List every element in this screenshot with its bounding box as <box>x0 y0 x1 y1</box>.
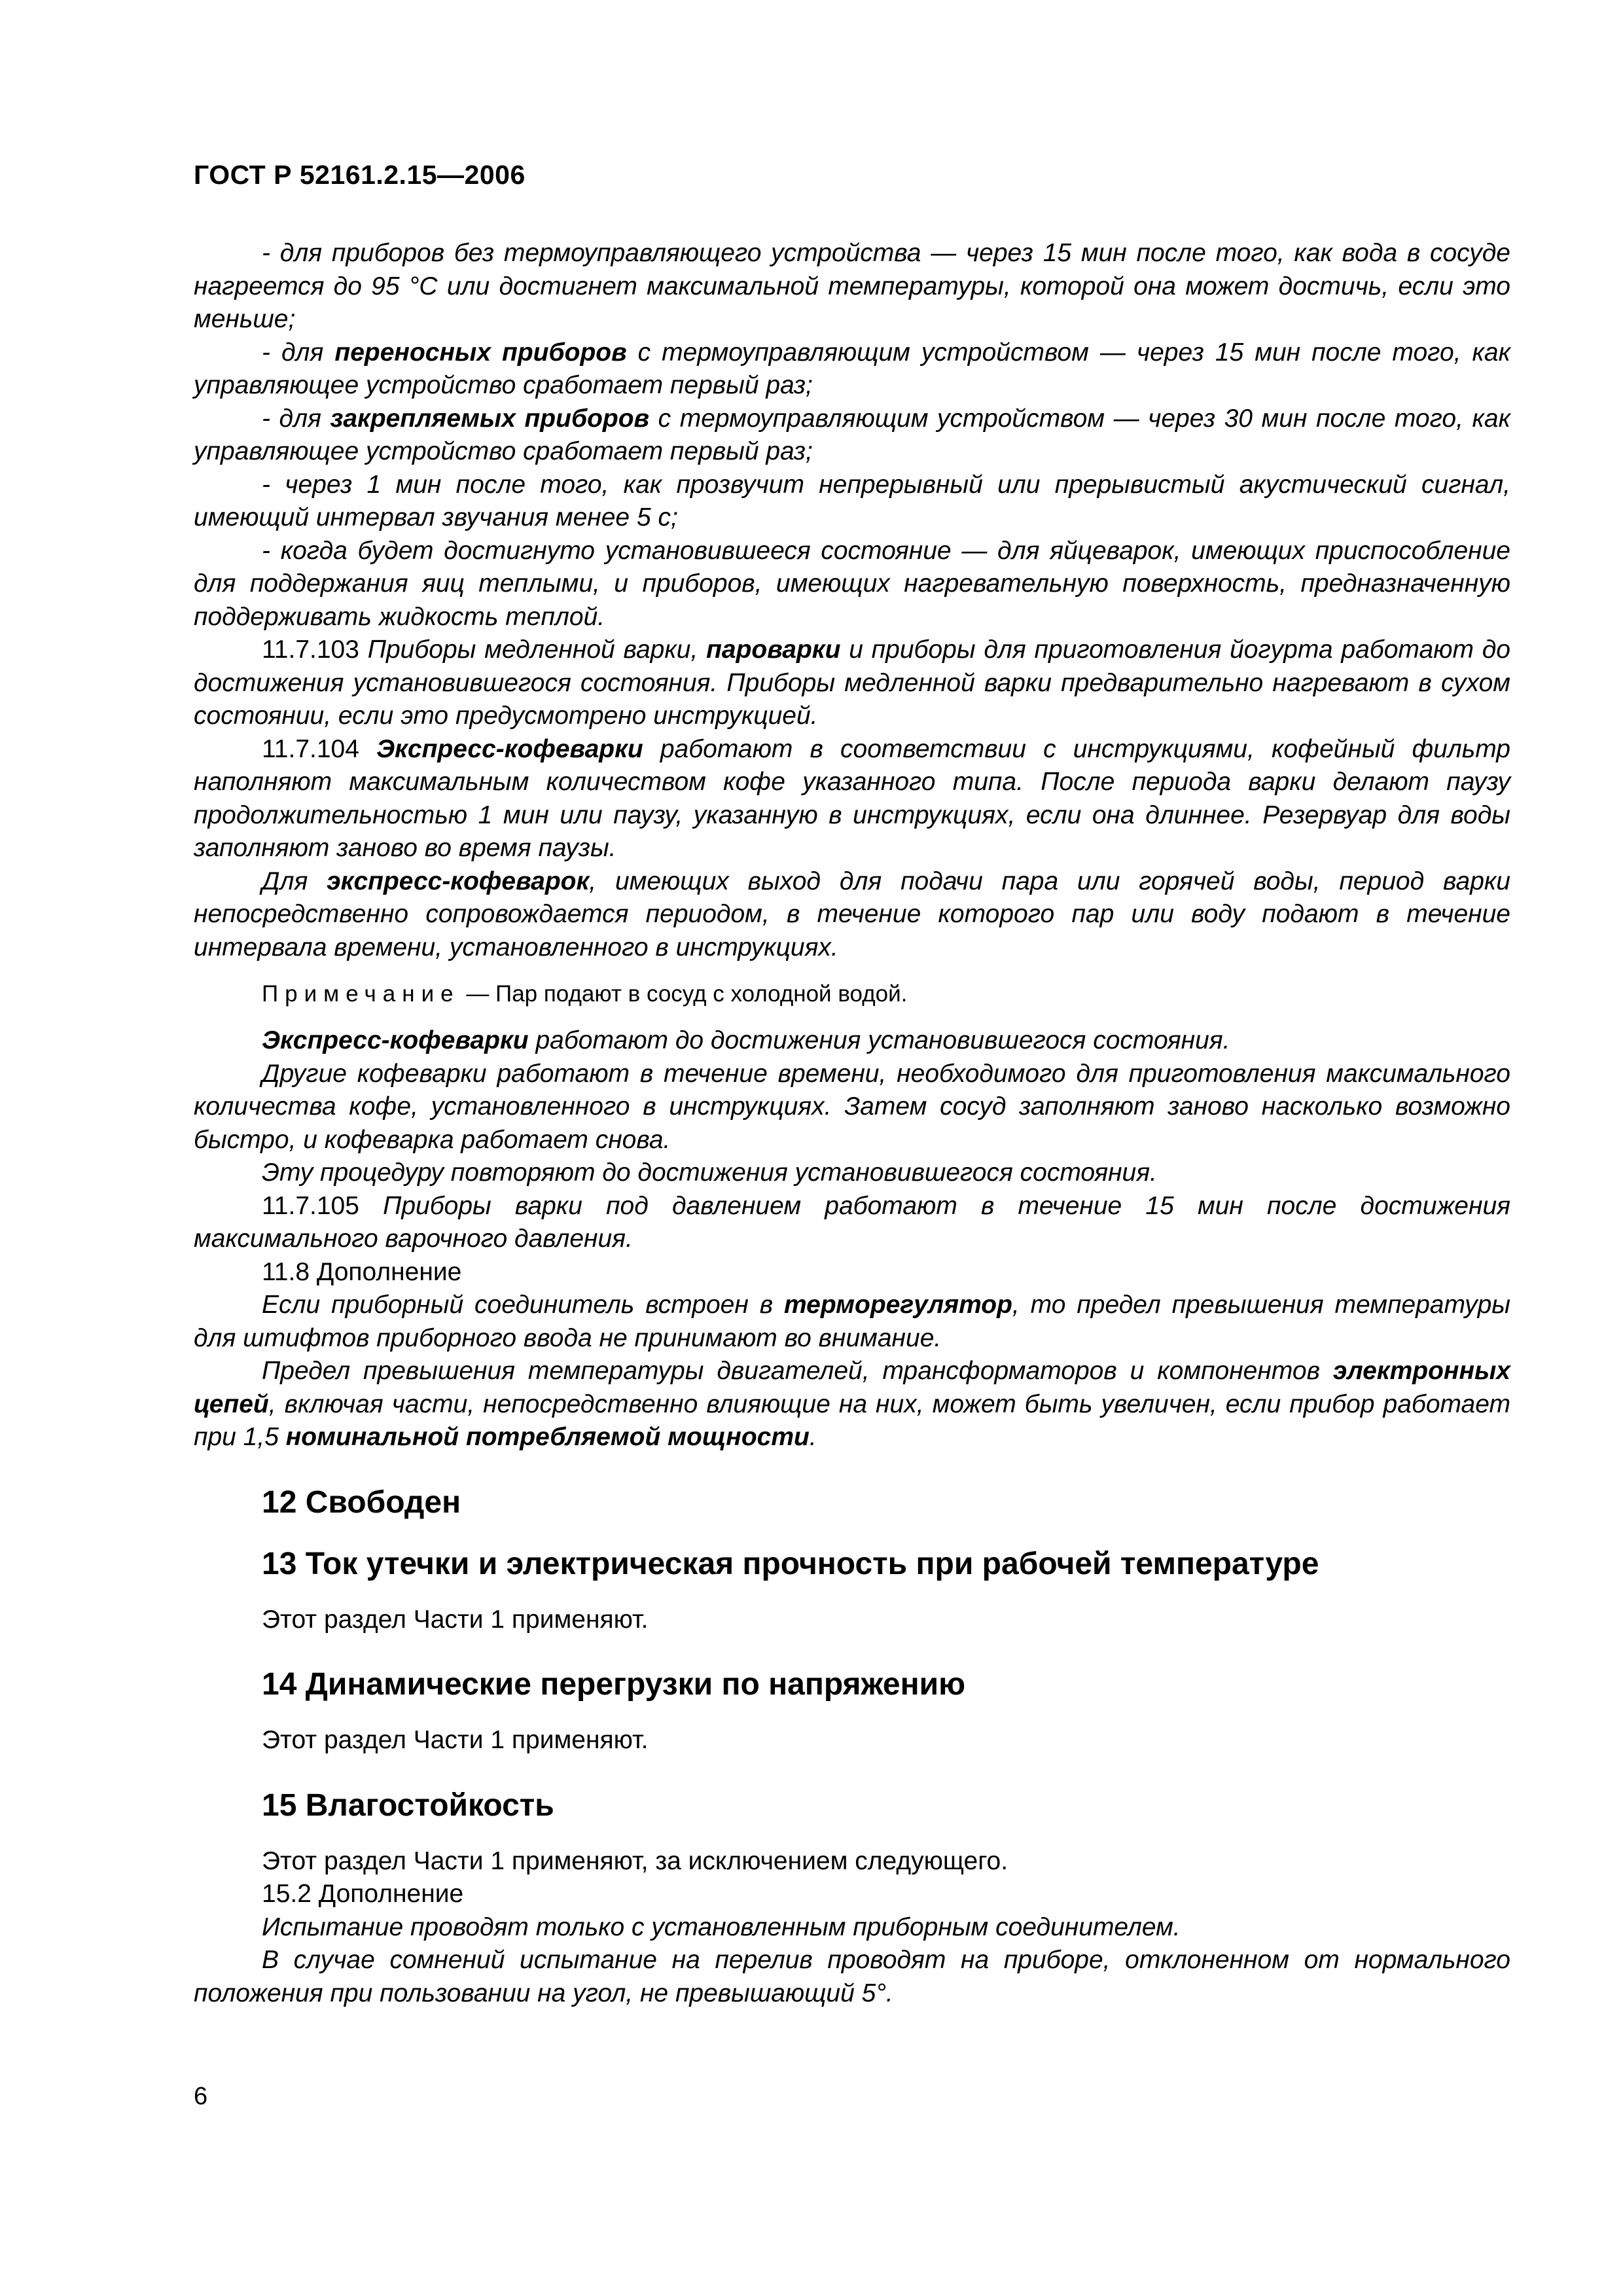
term-fixed-appliances: закрепляемых приборов <box>330 404 650 433</box>
paragraph-temperature-rise-limit: Предел превышения температуры двигателей, трансформаторов и компонентов электронных цепей, включая части, непосредственно влияющие на них, может быть увеличен, если прибор работает при 1,5 номинальной потребляемой мощности. <box>194 1357 1510 1451</box>
clause-15-2-heading: 15.2 Дополнение <box>262 1880 464 1908</box>
clause-11-7-105: 11.7.105 Приборы варки под давлением работают в течение 15 мин после достижения максимального варочного давления. <box>194 1191 1510 1253</box>
paragraph-thermostat-connector: Если приборный соединитель встроен в терморегулятор, то предел превышения температуры для штифтов приборного ввода не принимают во внимание. <box>194 1291 1511 1352</box>
term-espresso-makers: Экспресс-кофеварки <box>376 734 643 763</box>
paragraph-test-with-connector: Испытание проводят только с установленным приборным соединителем. <box>262 1912 1181 1941</box>
paragraph-overflow-test: В случае сомнений испытание на перелив проводят на приборе, отклоненном от нормального положения при пользовании на угол, не превышающий 5°. <box>194 1946 1510 2007</box>
clause-11-7-104: 11.7.104 Экспресс-кофеварки работают в соответствии с инструкциями, кофейный фильтр наполняют максимальным количеством кофе указанного типа. После периода варки делают паузу продолжительностью 1 мин или паузу, указанную в инструкциях, если она длиннее. Резервуар для воды заполняют заново во время паузы. <box>194 734 1510 862</box>
section-13-text: Этот раздел Части 1 применяют. <box>262 1605 649 1634</box>
document-body <box>194 237 1510 2010</box>
clause-number: 11.7.105 <box>262 1191 383 1220</box>
page-number: 6 <box>194 2083 208 2110</box>
paragraph-other-coffee-makers: Другие кофеварки работают в течение времени, необходимого для приготовления максимального количества кофе, установленного в инструкциях. Затем сосуд заполняют заново насколько возможно быстро, и кофеварка работает снова. <box>194 1059 1510 1154</box>
section-15-title: 15 Влагостойкость <box>262 1787 554 1823</box>
list-item-fixed-appliances: - для закрепляемых приборов с термоуправляющим устройством — через 30 мин после того, как управляющее устройство сработает первый раз; <box>194 404 1510 465</box>
document-code-header: ГОСТ Р 52161.2.15—2006 <box>194 160 526 190</box>
term-thermostat: терморегулятор <box>784 1291 1012 1319</box>
term-steamers: пароварки <box>706 636 841 664</box>
term-rated-power-input: номинальной потребляемой мощности <box>285 1423 810 1451</box>
clause-11-8-heading: 11.8 Дополнение <box>262 1257 462 1286</box>
note-label: Примечание <box>262 981 460 1007</box>
clause-11-7-103: 11.7.103 Приборы медленной варки, пароварки и приборы для приготовления йогурта работают до достижения установившегося состояния. Приборы медленной варки предварительно нагревают в сухом состоянии, если это предусмотрено инструкцией. <box>194 636 1510 730</box>
paragraph-repeat-procedure: Эту процедуру повторяют до достижения установившегося состояния. <box>262 1158 1157 1187</box>
section-15-text: Этот раздел Части 1 применяют, за исключением следующего. <box>262 1846 1008 1875</box>
note-text: — Пар подают в сосуд с холодной водой. <box>459 981 908 1007</box>
paragraph-espresso-steady: Экспресс-кофеварки работают до достижения установившегося состояния. <box>262 1026 1230 1054</box>
term-electronic-circuits: электронных цепей <box>194 1357 1510 1418</box>
term-portable-appliances: переносных приборов <box>334 338 627 367</box>
clause-number: 11.7.104 <box>262 734 377 763</box>
section-14-text: Этот раздел Части 1 применяют. <box>262 1726 649 1754</box>
section-13-title: 13 Ток утечки и электрическая прочность при рабочей температуре <box>262 1546 1319 1581</box>
clause-number: 11.7.103 <box>262 636 368 664</box>
section-12-title: 12 Свободен <box>262 1484 461 1520</box>
list-item-portable-appliances: - для переносных приборов с термоуправляющим устройством — через 15 мин после того, как управляющее устройство сработает первый раз; <box>194 338 1510 399</box>
list-item-no-thermostat: - для приборов без термоуправляющего устройства — через 15 мин после того, как вода в сосуде нагреется до 95 °С или достигнет максимальной температуры, которой она может достичь, если это меньше; <box>194 239 1510 333</box>
term-espresso-makers: экспресс-кофеварок <box>327 867 590 895</box>
note <box>194 978 1510 1010</box>
list-item-acoustic-signal: - через 1 мин после того, как прозвучит непрерывный или прерывистый акустический сигнал, имеющий интервал звучания менее 5 с; <box>194 470 1510 531</box>
term-espresso-makers: Экспресс-кофеварки <box>262 1026 529 1054</box>
list-item-steady-state: - когда будет достигнуто установившееся состояние — для яйцеварок, имеющих приспособление для поддержания яиц теплыми, и приборов, имеющих нагревательную поверхность, предназначенную поддерживать жидкость теплой. <box>194 536 1510 631</box>
section-14-title: 14 Динамические перегрузки по напряжению <box>262 1667 966 1702</box>
paragraph-espresso-steam: Для экспресс-кофеварок, имеющих выход для подачи пара или горячей воды, период варки непосредственно сопровождается периодом, в течение которого пар или воду подают в течение интервала времени, установленного в инструкциях. <box>194 867 1511 961</box>
